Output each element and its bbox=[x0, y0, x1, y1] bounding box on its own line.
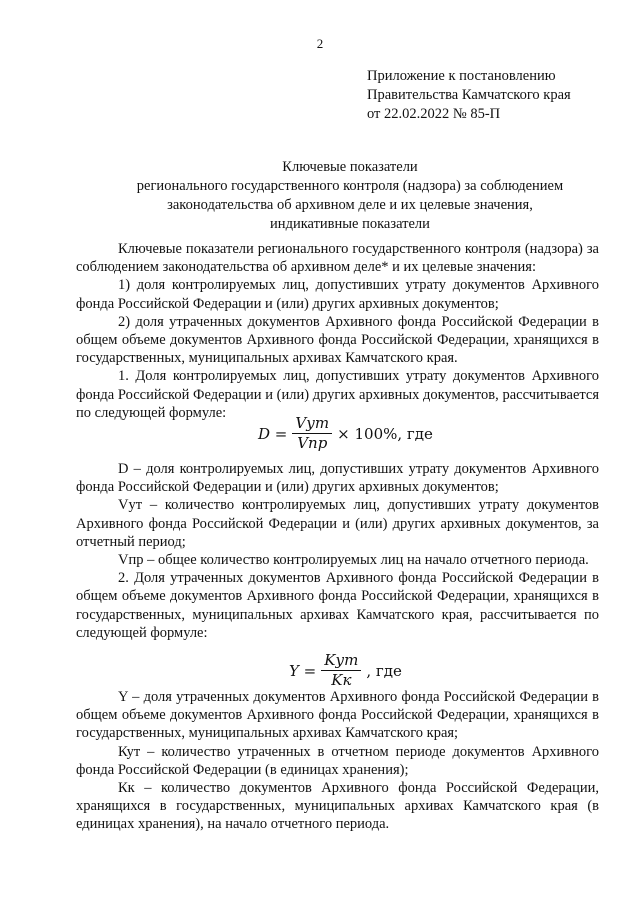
formula-2-lhs: Y = bbox=[289, 661, 317, 680]
intro-paragraph: Ключевые показатели регионального государственного контроля (надзора) за соблюдением законодательства об архивном деле* и их целевые значения: bbox=[76, 241, 599, 276]
formula-1-numerator: Vут bbox=[292, 415, 332, 434]
definitions-1-block bbox=[76, 460, 599, 642]
definition-kk: Кк – количество документов Архивного фонда Российской Федерации, хранящихся в государственных, муниципальных архивах Камчатского края (в единицах хранения), на начало отчетного периода. bbox=[76, 780, 599, 833]
definitions-2-block bbox=[76, 688, 599, 834]
section-1-paragraph: 1. Доля контролируемых лиц, допустивших утрату документов Архивного фонда Российской Федерации и (или) других архивных документов, рассчитывается по следующей формуле: bbox=[76, 368, 599, 421]
document-title bbox=[60, 158, 640, 234]
formula-1-denominator: Vпр bbox=[297, 434, 328, 452]
definition-y: Y – доля утраченных документов Архивного фонда Российской Федерации в общем объеме документов Архивного фонда Российской Федерации, хранящихся в государственных, муниципальных архивах Камчатского края; bbox=[76, 689, 599, 742]
intro-block bbox=[76, 240, 599, 422]
title-line-2: регионального государственного контроля (надзора) за соблюдением bbox=[136, 178, 564, 194]
list-item-2: 2) доля утраченных документов Архивного фонда Российской Федерации в общем объеме документов Архивного фонда Российской Федерации, хранящихся в государственных, муниципальных архивах Камчатского края. bbox=[76, 313, 599, 367]
list-item-1: 1) доля контролируемых лиц, допустивших утрату документов Архивного фонда Российской Федерации и (или) других архивных документов; bbox=[76, 277, 599, 312]
definition-kut: Кут – количество утраченных в отчетном периоде документов Архивного фонда Российской Федерации (в единицах хранения); bbox=[76, 743, 599, 778]
appendix-line-3: от 22.02.2022 № 85-П bbox=[367, 106, 501, 122]
definition-vut: Vут – количество контролируемых лиц, допустивших утрату документов Архивного фонда Российской Федерации и (или) других архивных документов, за отчетный период; bbox=[76, 497, 599, 550]
formula-1 bbox=[258, 415, 433, 452]
definition-d: D – доля контролируемых лиц, допустивших утрату документов Архивного фонда Российской Федерации и (или) других архивных документов; bbox=[76, 461, 599, 496]
formula-2 bbox=[289, 652, 402, 689]
appendix-line-1: Приложение к постановлению bbox=[367, 68, 556, 84]
section-2-paragraph: 2. Доля утраченных документов Архивного фонда Российской Федерации в общем объеме документов Архивного фонда Российской Федерации, хранящихся в государственных, муниципальных архивах Камчатского края, рассчитывается по следующей формуле: bbox=[76, 570, 599, 641]
formula-2-denominator: Kк bbox=[331, 671, 352, 689]
formula-2-numerator: Kут bbox=[321, 652, 361, 671]
formula-2-fraction bbox=[321, 652, 361, 689]
formula-1-fraction bbox=[292, 415, 332, 452]
appendix-line-2: Правительства Камчатского края bbox=[367, 87, 571, 103]
title-line-3: законодательства об архивном деле и их целевые значения, bbox=[167, 197, 533, 213]
title-line-4: индикативные показатели bbox=[270, 216, 430, 232]
definition-vpr: Vпр – общее количество контролируемых лиц на начало отчетного периода. bbox=[118, 552, 589, 569]
formula-1-rhs: × 100%, где bbox=[337, 424, 433, 443]
title-line-1: Ключевые показатели bbox=[282, 159, 418, 175]
page-number: 2 bbox=[316, 36, 324, 51]
appendix-header bbox=[367, 67, 571, 124]
formula-2-rhs: , где bbox=[366, 661, 402, 680]
formula-1-lhs: D = bbox=[258, 424, 288, 443]
